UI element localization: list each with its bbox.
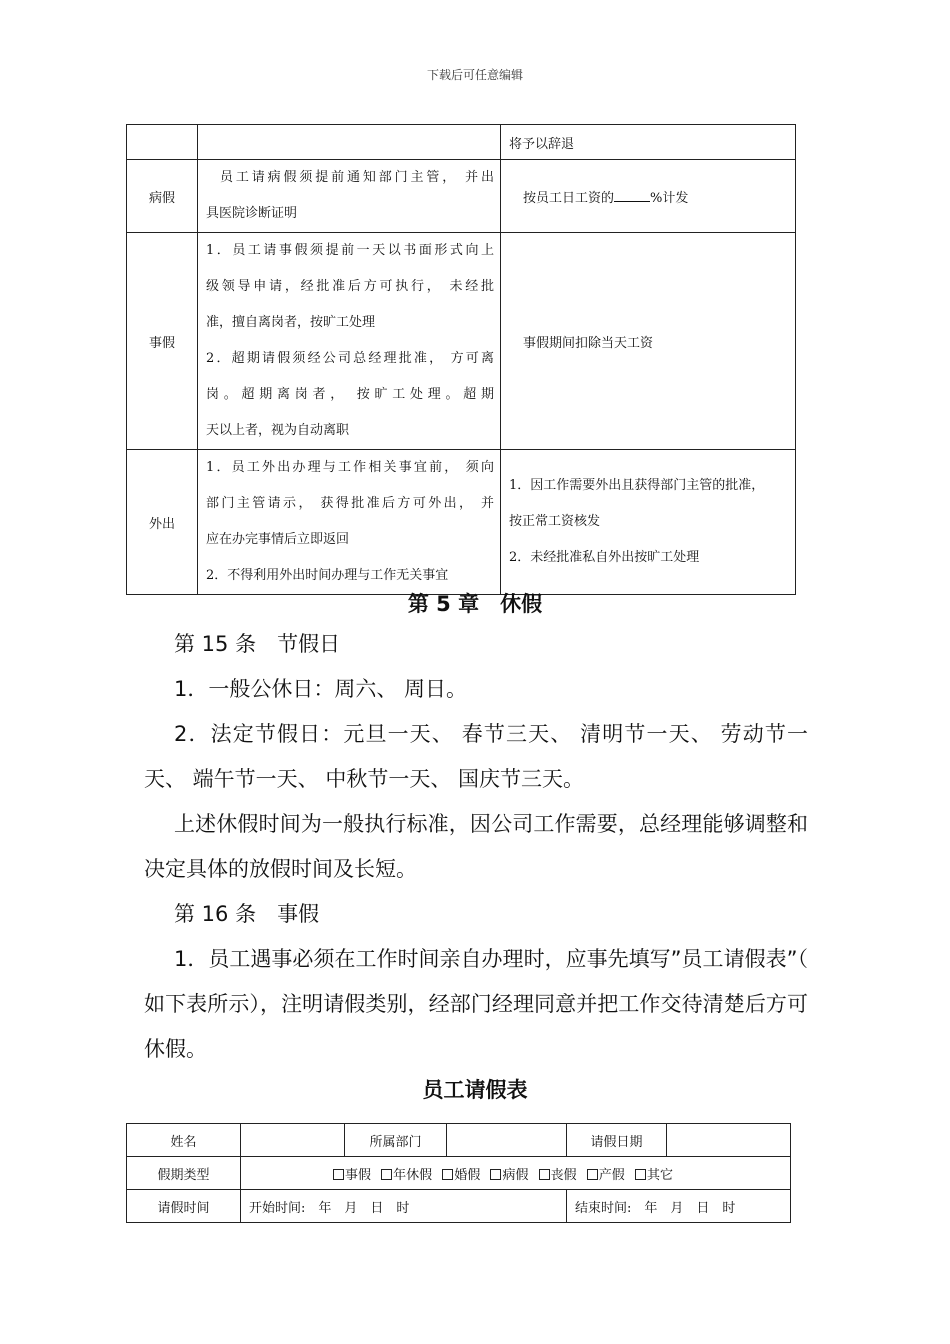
dept-field[interactable] [447, 1124, 567, 1157]
table-row [127, 450, 796, 595]
table-row [127, 160, 796, 233]
rule-line: 2．不得利用外出时间办理与工作无关事宜 [206, 568, 449, 583]
rule-line: 应在办完事情后立即返回 [206, 532, 350, 547]
pay-prefix: 按员工日工资的 [523, 190, 615, 206]
rule-line: 具医院诊断证明 [206, 206, 298, 221]
rule-line: 2．超期请假须经公司总经理批准， 方可离 [206, 351, 494, 366]
name-label: 姓名 [127, 1124, 241, 1157]
end-time-field[interactable]: 结束时间: 年 月 日 时 [567, 1190, 791, 1223]
start-time-field[interactable]: 开始时间: 年 月 日 时 [241, 1190, 567, 1223]
name-field[interactable] [241, 1124, 345, 1157]
leave-request-form [126, 1123, 791, 1223]
fill-blank [614, 189, 650, 202]
table-row [127, 1157, 791, 1190]
table-row [127, 233, 796, 450]
article-note: 上述休假时间为一般执行标准，因公司工作需要，总经理能够调整和决定具体的放假时间及长短。 [144, 812, 808, 881]
rule-line: 员工请病假须提前通知部门主管， 并出 [220, 170, 494, 185]
date-label: 请假日期 [567, 1124, 667, 1157]
date-field[interactable] [667, 1124, 791, 1157]
option-label: 病假 [502, 1167, 529, 1183]
type-label: 假期类型 [127, 1157, 241, 1190]
article-item: 1．员工遇事必须在工作时间亲自办理时，应事先填写”员工请假表”（ 如下表所示），注明请假类别，经部门经理同意并把工作交待清楚后方可休假。 [144, 947, 808, 1061]
pay-line: 2．未经批准私自外出按旷工处理 [509, 550, 700, 565]
table-row [127, 125, 796, 160]
checkbox[interactable] [539, 1169, 550, 1180]
rule-line: 1．员工请事假须提前一天以书面形式向上 [206, 243, 494, 258]
leave-pay-cell [501, 125, 796, 160]
rule-line: 岗。超期离岗者， 按旷工处理。超期 [206, 387, 494, 402]
checkbox[interactable] [490, 1169, 501, 1180]
chapter-title: 第 5 章 休假 [407, 592, 543, 616]
leave-rule-cell [198, 160, 501, 233]
rule-line: 1．员工外出办理与工作相关事宜前， 须向 [206, 460, 494, 475]
leave-type-cell [127, 125, 198, 160]
table-row [127, 1124, 791, 1157]
rule-line: 天以上者，视为自动离职 [206, 423, 350, 438]
pay-text: 事假期间扣除当天工资 [523, 335, 654, 351]
option-label: 其它 [646, 1167, 673, 1183]
dept-label: 所属部门 [345, 1124, 447, 1157]
checkbox[interactable] [333, 1169, 344, 1180]
leave-policy-table [126, 124, 796, 595]
header-note: 下载后可任意编辑 [426, 68, 523, 82]
option-label: 婚假 [454, 1167, 481, 1183]
checkbox[interactable] [587, 1169, 598, 1180]
leave-rule-cell [198, 450, 501, 595]
option-label: 年休假 [393, 1167, 433, 1183]
table-row [127, 1190, 791, 1223]
pay-line: 按正常工资核发 [509, 514, 601, 529]
leave-pay-cell [501, 160, 796, 233]
option-label: 丧假 [550, 1167, 577, 1183]
leave-type-cell: 事假 [127, 233, 198, 450]
leave-type-cell: 外出 [127, 450, 198, 595]
rule-line: 部门主管请示， 获得批准后方可外出， 并 [206, 496, 494, 511]
leave-rule-cell [198, 233, 501, 450]
rule-line: 准，擅自离岗者，按旷工处理 [206, 315, 376, 330]
leave-type-cell: 病假 [127, 160, 198, 233]
checkbox[interactable] [635, 1169, 646, 1180]
pay-text: 将予以辞退 [509, 136, 575, 152]
leave-rule-cell [198, 125, 501, 160]
checkbox[interactable] [381, 1169, 392, 1180]
article-15 [144, 622, 808, 1072]
checkbox[interactable] [442, 1169, 453, 1180]
leave-pay-cell [501, 233, 796, 450]
pay-suffix: %计发 [650, 190, 689, 206]
article-item: 2．法定节假日：元旦一天、 春节三天、 清明节一天、 劳动节一天、 端午节一天、 中秋节一天、 国庆节三天。 [144, 722, 808, 791]
article-heading: 第 15 条 节假日 [174, 632, 341, 656]
article-heading: 第 16 条 事假 [174, 902, 320, 926]
pay-line: 1．因工作需要外出且获得部门主管的批准， [509, 478, 765, 493]
form-title: 员工请假表 [422, 1078, 528, 1102]
article-item: 1．一般公休日：周六、 周日。 [174, 677, 468, 701]
leave-type-options [241, 1157, 791, 1190]
time-label: 请假时间 [127, 1190, 241, 1223]
rule-line: 级领导申请，经批准后方可执行， 未经批 [206, 279, 494, 294]
option-label: 产假 [598, 1167, 625, 1183]
option-label: 事假 [345, 1167, 372, 1183]
leave-pay-cell [501, 450, 796, 595]
